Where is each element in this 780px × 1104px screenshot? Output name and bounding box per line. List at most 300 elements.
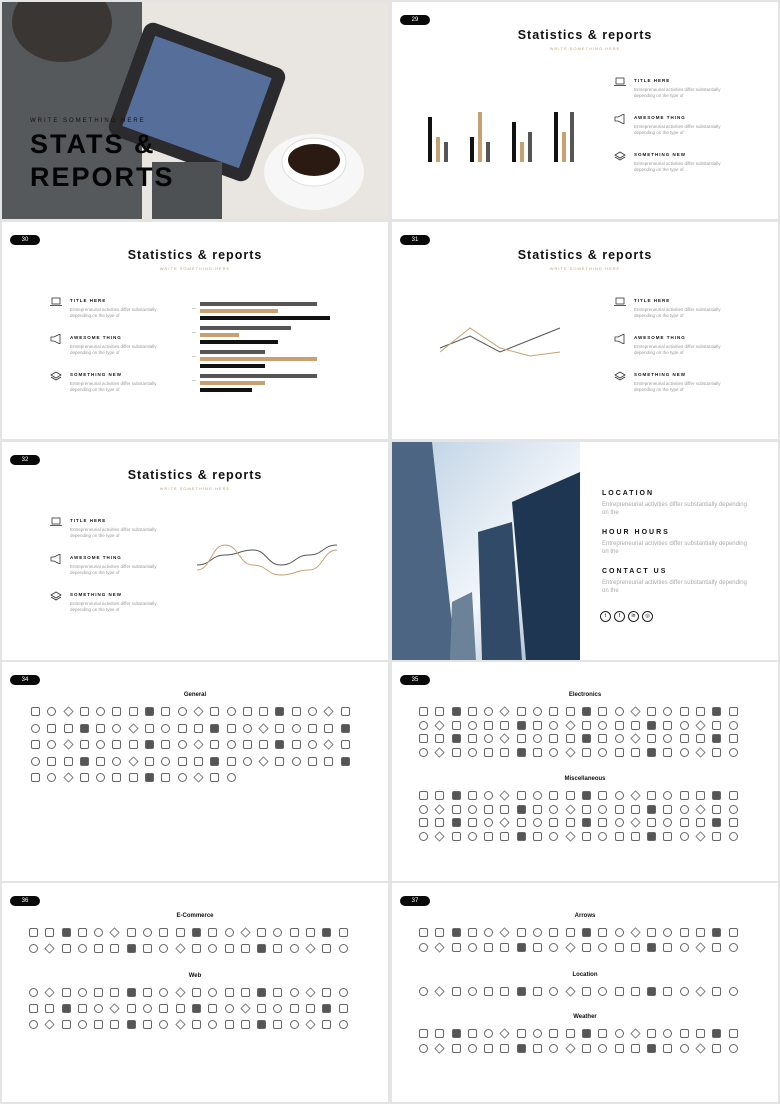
glyph-icon	[159, 944, 168, 953]
glyph-icon	[306, 1004, 315, 1013]
glyph-icon	[47, 773, 56, 782]
glyph-icon	[565, 831, 575, 841]
glyph-icon	[210, 773, 219, 782]
contact-desc: Entrepreneurial activities differ substantially depending on the	[602, 580, 747, 594]
glyph-icon	[468, 818, 477, 827]
glyph-icon	[696, 1029, 705, 1038]
glyph-icon	[712, 818, 721, 827]
glyph-icon	[615, 721, 624, 730]
glyph-icon	[178, 724, 187, 733]
contact-location	[602, 490, 752, 517]
glyph-icon	[194, 757, 203, 766]
section-title: E-Commerce	[176, 913, 214, 919]
bar	[200, 350, 265, 354]
glyph-icon	[62, 928, 71, 937]
slide-31[interactable]	[392, 222, 778, 439]
glyph-icon	[729, 748, 738, 757]
glyph-icon	[305, 987, 315, 997]
laptop-icon	[50, 297, 62, 307]
glyph-icon	[143, 1020, 152, 1029]
slide-number: 36	[10, 896, 40, 906]
glyph-icon	[306, 928, 315, 937]
glyph-icon	[663, 832, 672, 841]
glyph-icon	[680, 943, 689, 952]
glyph-icon	[647, 928, 656, 937]
glyph-icon	[468, 928, 477, 937]
glyph-icon	[64, 757, 73, 766]
glyph-icon	[435, 1029, 444, 1038]
glyph-icon	[566, 1029, 575, 1038]
glyph-icon	[435, 818, 444, 827]
glyph-icon	[680, 818, 689, 827]
slide-32[interactable]	[2, 442, 388, 660]
glyph-icon	[225, 988, 234, 997]
slide-title: Statistics & reports	[517, 248, 653, 262]
bar	[520, 142, 524, 162]
glyph-icon	[533, 1029, 542, 1038]
glyph-icon	[45, 1019, 55, 1029]
glyph-icon	[517, 707, 526, 716]
glyph-icon	[178, 757, 187, 766]
glyph-icon	[161, 740, 170, 749]
glyph-icon	[500, 733, 510, 743]
glyph-icon	[631, 987, 640, 996]
glyph-icon	[452, 707, 461, 716]
glyph-icon	[80, 757, 89, 766]
twitter-icon[interactable]: t	[600, 611, 611, 622]
glyph-icon	[549, 748, 558, 757]
glyph-icon	[695, 942, 705, 952]
glyph-icon	[712, 748, 721, 757]
glyph-icon	[615, 707, 624, 716]
glyph-icon	[549, 943, 558, 952]
glyph-icon	[210, 740, 219, 749]
glyph-icon	[566, 734, 575, 743]
contact-us	[602, 568, 752, 595]
glyph-icon	[259, 723, 269, 733]
glyph-icon	[582, 818, 591, 827]
glyph-icon	[484, 943, 493, 952]
glyph-icon	[582, 805, 591, 814]
glyph-icon	[500, 706, 510, 716]
slide-36-ecommerce-icons[interactable]	[2, 883, 388, 1102]
glyph-icon	[712, 987, 721, 996]
glyph-icon	[598, 818, 607, 827]
icon-grid-web	[26, 985, 352, 1033]
glyph-icon	[227, 724, 236, 733]
glyph-icon	[178, 773, 187, 782]
facebook-icon[interactable]: f	[614, 611, 625, 622]
glyph-icon	[243, 707, 252, 716]
glyph-icon	[273, 1004, 282, 1013]
cover-title-line2: REPORTS	[30, 162, 175, 192]
glyph-icon	[240, 927, 250, 937]
glyph-icon	[500, 805, 509, 814]
glyph-icon	[468, 832, 477, 841]
glyph-icon	[143, 944, 152, 953]
glyph-icon	[129, 707, 138, 716]
glyph-icon	[533, 805, 542, 814]
slide-35-electronics-icons[interactable]	[392, 662, 778, 881]
glyph-icon	[80, 773, 89, 782]
glyph-icon	[322, 1020, 331, 1029]
glyph-icon	[452, 928, 461, 937]
glyph-icon	[663, 1044, 672, 1053]
glyph-icon	[729, 1044, 738, 1053]
glyph-icon	[630, 927, 640, 937]
tick-mark	[192, 308, 196, 309]
glyph-icon	[80, 707, 89, 716]
glyph-icon	[696, 707, 705, 716]
glyph-icon	[240, 1003, 250, 1013]
feature-desc: Entrepreneurial activities differ substantially depending on the type of	[634, 381, 721, 392]
glyph-icon	[419, 832, 428, 841]
cover-title-line1: STATS &	[30, 129, 156, 159]
glyph-icon	[500, 1044, 509, 1053]
glyph-icon	[712, 832, 721, 841]
slide-subtitle: WRITE SOMETHING HERE	[549, 266, 621, 271]
glyph-icon	[63, 739, 73, 749]
glyph-icon	[729, 805, 738, 814]
icon-grid-ecommerce	[26, 925, 352, 957]
glyph-icon	[419, 1029, 428, 1038]
glyph-icon	[275, 740, 284, 749]
glyph-icon	[45, 1004, 54, 1013]
feature-title: SOMETHING NEW	[634, 152, 686, 157]
glyph-icon	[143, 1004, 152, 1013]
glyph-icon	[582, 791, 591, 800]
glyph-icon	[273, 944, 282, 953]
glyph-icon	[452, 805, 461, 814]
glyph-icon	[484, 1044, 493, 1053]
glyph-icon	[484, 832, 493, 841]
glyph-icon	[598, 748, 607, 757]
glyph-icon	[305, 1019, 315, 1029]
glyph-icon	[500, 927, 510, 937]
glyph-icon	[517, 748, 526, 757]
glyph-icon	[435, 734, 444, 743]
glyph-icon	[468, 721, 477, 730]
glyph-icon	[647, 1044, 656, 1053]
skyscraper-photo	[392, 442, 580, 660]
glyph-icon	[225, 928, 234, 937]
feature-title: TITLE HERE	[70, 298, 107, 303]
glyph-icon	[339, 988, 348, 997]
glyph-icon	[712, 791, 721, 800]
glyph-icon	[290, 1020, 299, 1029]
glyph-icon	[275, 724, 284, 733]
glyph-icon	[582, 943, 591, 952]
glyph-icon	[29, 1020, 38, 1029]
glyph-icon	[161, 757, 170, 766]
slide-contact[interactable]	[392, 442, 778, 660]
glyph-icon	[565, 1043, 575, 1053]
glyph-icon	[273, 1020, 282, 1029]
glyph-icon	[663, 721, 672, 730]
glyph-icon	[290, 1004, 299, 1013]
glyph-icon	[145, 740, 154, 749]
megaphone-icon	[614, 114, 626, 124]
glyph-icon	[273, 928, 282, 937]
glyph-icon	[225, 944, 234, 953]
bar	[554, 112, 558, 162]
glyph-icon	[45, 943, 55, 953]
instagram-icon[interactable]: ◎	[642, 611, 653, 622]
bar	[200, 316, 330, 320]
glyph-icon	[663, 734, 672, 743]
glyph-icon	[566, 707, 575, 716]
glyph-icon	[729, 1029, 738, 1038]
glyph-icon	[419, 734, 428, 743]
glyph-icon	[598, 721, 607, 730]
icon-grid-location	[416, 984, 742, 1001]
glyph-icon	[341, 740, 350, 749]
feature-title: AWESOME THING	[634, 115, 686, 120]
icon-grid-miscellaneous	[416, 788, 742, 842]
glyph-icon	[80, 740, 89, 749]
glyph-icon	[78, 1020, 87, 1029]
glyph-icon	[308, 757, 317, 766]
glyph-icon	[500, 817, 510, 827]
glyph-icon	[615, 734, 624, 743]
glyph-icon	[566, 928, 575, 937]
bar	[200, 309, 278, 313]
linkedin-icon[interactable]: in	[628, 611, 639, 622]
series-curve	[197, 545, 337, 575]
glyph-icon	[290, 944, 299, 953]
glyph-icon	[663, 943, 672, 952]
glyph-icon	[680, 734, 689, 743]
glyph-icon	[324, 739, 334, 749]
social-icons	[600, 604, 656, 622]
glyph-icon	[145, 773, 154, 782]
glyph-icon	[680, 748, 689, 757]
glyph-icon	[517, 818, 526, 827]
glyph-icon	[582, 707, 591, 716]
layers-icon	[50, 591, 62, 601]
glyph-icon	[631, 1044, 640, 1053]
feature-title: TITLE HERE	[70, 518, 107, 523]
curve-chart	[195, 534, 345, 584]
glyph-icon	[565, 942, 575, 952]
glyph-icon	[663, 748, 672, 757]
glyph-icon	[615, 818, 624, 827]
feature-desc: Entrepreneurial activities differ substantially depending on the type of	[634, 124, 721, 135]
glyph-icon	[112, 707, 121, 716]
glyph-icon	[549, 791, 558, 800]
slide-34-general-icons[interactable]	[2, 662, 388, 881]
tick-mark	[192, 356, 196, 357]
glyph-icon	[663, 791, 672, 800]
glyph-icon	[47, 707, 56, 716]
feature-desc: Entrepreneurial activities differ substantially depending on the type of	[70, 381, 157, 392]
layers-icon	[614, 151, 626, 161]
slide-cover[interactable]	[2, 2, 388, 219]
glyph-icon	[452, 818, 461, 827]
bar	[570, 112, 574, 162]
glyph-icon	[680, 928, 689, 937]
glyph-icon	[647, 818, 656, 827]
glyph-icon	[712, 805, 721, 814]
glyph-icon	[128, 756, 138, 766]
glyph-icon	[159, 1004, 168, 1013]
glyph-icon	[78, 988, 87, 997]
glyph-icon	[468, 791, 477, 800]
glyph-icon	[517, 791, 526, 800]
glyph-icon	[565, 986, 575, 996]
icon-grid-general	[28, 704, 354, 787]
glyph-icon	[582, 928, 591, 937]
glyph-icon	[94, 1004, 103, 1013]
bar	[200, 333, 239, 337]
glyph-icon	[243, 724, 252, 733]
glyph-icon	[192, 988, 201, 997]
slide-number: 30	[10, 235, 40, 245]
glyph-icon	[419, 943, 428, 952]
glyph-icon	[45, 928, 54, 937]
laptop-icon	[614, 77, 626, 87]
glyph-icon	[29, 928, 38, 937]
glyph-icon	[210, 757, 219, 766]
feature-title: SOMETHING NEW	[634, 372, 686, 377]
laptop-icon	[50, 517, 62, 527]
feature-desc: Entrepreneurial activities differ substantially depending on the type of	[70, 564, 157, 575]
tick-mark	[192, 332, 196, 333]
glyph-icon	[290, 928, 299, 937]
glyph-icon	[549, 707, 558, 716]
glyph-icon	[292, 740, 301, 749]
cover-kicker: WRITE SOMETHING HERE	[30, 118, 146, 124]
glyph-icon	[290, 988, 299, 997]
glyph-icon	[241, 988, 250, 997]
glyph-icon	[435, 942, 445, 952]
glyph-icon	[680, 1029, 689, 1038]
section-title: Web	[188, 973, 202, 979]
glyph-icon	[273, 988, 282, 997]
glyph-icon	[712, 734, 721, 743]
glyph-icon	[729, 987, 738, 996]
glyph-icon	[47, 740, 56, 749]
glyph-icon	[452, 721, 461, 730]
glyph-icon	[419, 818, 428, 827]
slide-30[interactable]	[2, 222, 388, 439]
glyph-icon	[208, 944, 217, 953]
glyph-icon	[210, 724, 219, 733]
glyph-icon	[341, 724, 350, 733]
glyph-icon	[680, 1044, 689, 1053]
glyph-icon	[615, 832, 624, 841]
glyph-icon	[598, 928, 607, 937]
slide-37-arrows-icons[interactable]	[392, 883, 778, 1102]
glyph-icon	[435, 804, 445, 814]
glyph-icon	[549, 818, 558, 827]
glyph-icon	[500, 832, 509, 841]
glyph-icon	[208, 928, 217, 937]
glyph-icon	[62, 1020, 71, 1029]
glyph-icon	[615, 928, 624, 937]
glyph-icon	[112, 757, 121, 766]
bar	[478, 112, 482, 162]
glyph-icon	[62, 944, 71, 953]
bar	[512, 122, 516, 162]
glyph-icon	[159, 988, 168, 997]
glyph-icon	[598, 805, 607, 814]
megaphone-icon	[50, 334, 62, 344]
vertical-bar-chart	[428, 92, 608, 162]
glyph-icon	[208, 1020, 217, 1029]
slide-29[interactable]	[392, 2, 778, 219]
glyph-icon	[143, 988, 152, 997]
glyph-icon	[176, 928, 185, 937]
glyph-icon	[29, 944, 38, 953]
glyph-icon	[517, 805, 526, 814]
glyph-icon	[31, 724, 40, 733]
glyph-icon	[647, 707, 656, 716]
glyph-icon	[112, 724, 121, 733]
bar	[428, 117, 432, 162]
glyph-icon	[452, 987, 461, 996]
slide-number: 37	[400, 896, 430, 906]
glyph-icon	[292, 724, 301, 733]
glyph-icon	[208, 1004, 217, 1013]
feature-title: SOMETHING NEW	[70, 372, 122, 377]
glyph-icon	[127, 944, 136, 953]
slide-number: 29	[400, 15, 430, 25]
glyph-icon	[582, 734, 591, 743]
glyph-icon	[500, 748, 509, 757]
glyph-icon	[663, 805, 672, 814]
glyph-icon	[533, 928, 542, 937]
glyph-icon	[598, 987, 607, 996]
glyph-icon	[680, 987, 689, 996]
glyph-icon	[94, 928, 103, 937]
glyph-icon	[194, 724, 203, 733]
glyph-icon	[680, 721, 689, 730]
glyph-icon	[435, 747, 445, 757]
glyph-icon	[695, 804, 705, 814]
glyph-icon	[78, 944, 87, 953]
slide-number: 35	[400, 675, 430, 685]
glyph-icon	[435, 986, 445, 996]
glyph-icon	[566, 818, 575, 827]
slide-subtitle: WRITE SOMETHING HERE	[159, 266, 231, 271]
glyph-icon	[419, 987, 428, 996]
glyph-icon	[341, 757, 350, 766]
laptop-icon	[614, 297, 626, 307]
glyph-icon	[696, 734, 705, 743]
glyph-icon	[549, 832, 558, 841]
glyph-icon	[96, 757, 105, 766]
glyph-icon	[484, 805, 493, 814]
feature-title: SOMETHING NEW	[70, 592, 122, 597]
glyph-icon	[695, 720, 705, 730]
slide-title: Statistics & reports	[517, 28, 653, 42]
glyph-icon	[129, 773, 138, 782]
glyph-icon	[549, 928, 558, 937]
glyph-icon	[615, 1044, 624, 1053]
glyph-icon	[663, 1029, 672, 1038]
hours-desc: Entrepreneurial activities differ substantially depending on the	[602, 541, 747, 555]
glyph-icon	[615, 943, 624, 952]
glyph-icon	[127, 988, 136, 997]
glyph-icon	[63, 706, 73, 716]
glyph-icon	[275, 707, 284, 716]
glyph-icon	[29, 988, 38, 997]
glyph-icon	[322, 1004, 331, 1013]
glyph-icon	[631, 721, 640, 730]
bar	[436, 137, 440, 162]
glyph-icon	[565, 720, 575, 730]
